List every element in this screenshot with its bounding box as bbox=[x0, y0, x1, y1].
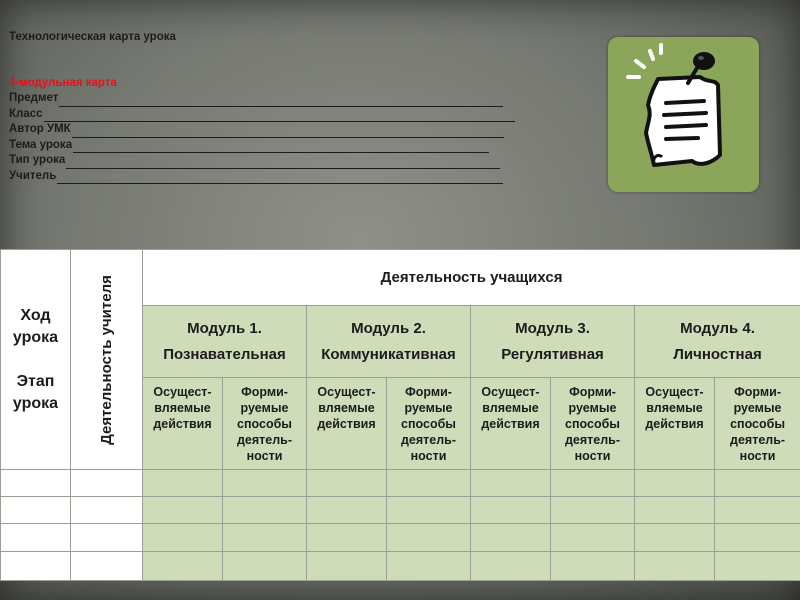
table-row bbox=[1, 470, 800, 497]
teacher-activity-header: Деятельность учителя bbox=[97, 274, 115, 445]
module-number: Модуль 2. bbox=[351, 319, 426, 337]
blank-line bbox=[44, 110, 515, 122]
actions-subheader: Осущест- вляемые действия bbox=[307, 378, 387, 470]
pinned-note-icon bbox=[608, 37, 759, 192]
student-activity-header: Деятельность учащихся bbox=[143, 250, 800, 306]
field-label: Класс bbox=[9, 107, 43, 120]
blank-line bbox=[72, 126, 504, 138]
module-name: Регулятивная bbox=[501, 345, 604, 363]
module-1-header bbox=[143, 306, 307, 378]
stage-header-cell bbox=[1, 250, 71, 470]
field-class bbox=[9, 107, 529, 123]
blank-line bbox=[66, 157, 500, 169]
stage-header-line: урока bbox=[12, 394, 59, 412]
actions-subheader: Осущест- вляемые действия bbox=[471, 378, 551, 470]
methods-subheader: Форми- руемые способы деятель- ности bbox=[223, 378, 307, 470]
field-teacher bbox=[9, 169, 529, 185]
blank-line bbox=[57, 172, 503, 184]
stage-header-line: Этап bbox=[16, 372, 55, 390]
module-name: Познавательная bbox=[163, 345, 286, 363]
module-name: Личностная bbox=[673, 345, 762, 363]
table-row bbox=[1, 552, 800, 581]
field-label: Тема урока bbox=[9, 138, 73, 151]
methods-subheader: Форми- руемые способы деятель- ности bbox=[551, 378, 635, 470]
module-name: Коммуникативная bbox=[321, 345, 456, 363]
document-header bbox=[9, 30, 529, 184]
document-title: Технологическая карта урока bbox=[9, 31, 176, 43]
module-number: Модуль 3. bbox=[515, 319, 590, 337]
module-2-header bbox=[307, 306, 471, 378]
field-label: Автор УМК bbox=[9, 123, 71, 135]
methods-subheader: Форми- руемые способы деятель- ности bbox=[387, 378, 471, 470]
module-3-header bbox=[471, 306, 635, 378]
field-lesson-topic bbox=[9, 138, 529, 154]
actions-subheader: Осущест- вляемые действия bbox=[143, 378, 223, 470]
lesson-map-table bbox=[0, 249, 800, 581]
field-label: Учитель bbox=[9, 169, 57, 182]
field-label: Предмет bbox=[9, 92, 59, 104]
actions-subheader: Осущест- вляемые действия bbox=[635, 378, 715, 470]
blank-line bbox=[73, 141, 489, 153]
field-label: Тип урока bbox=[9, 154, 66, 166]
table-row bbox=[1, 497, 800, 524]
stage-header-line: Ход bbox=[20, 306, 51, 324]
stage-header-line: урока bbox=[12, 328, 59, 346]
teacher-activity-header-cell bbox=[71, 250, 143, 470]
map-type-label: 4-модульная карта bbox=[9, 76, 117, 89]
field-umk-author bbox=[9, 122, 529, 138]
table-row bbox=[1, 524, 800, 552]
module-4-header bbox=[635, 306, 800, 378]
blank-line bbox=[59, 95, 503, 107]
field-subject bbox=[9, 91, 529, 107]
module-number: Модуль 4. bbox=[680, 319, 755, 337]
field-lesson-type bbox=[9, 153, 529, 169]
module-number: Модуль 1. bbox=[187, 319, 262, 337]
notepad-illustration bbox=[608, 37, 759, 192]
methods-subheader: Форми- руемые способы деятель- ности bbox=[715, 378, 800, 470]
